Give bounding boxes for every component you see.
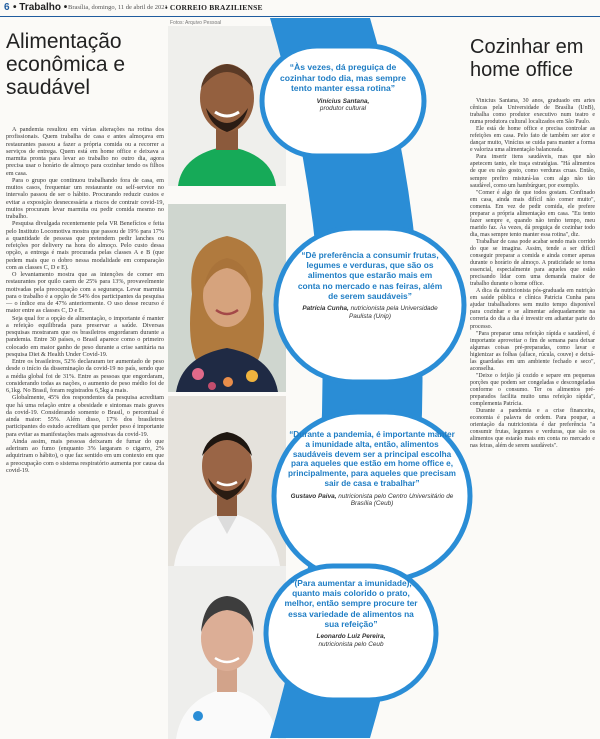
quote-gustavo (288, 430, 456, 508)
photo-credit: Fotos: Arquivo Pessoal (170, 20, 222, 26)
paragraph: "Deixe o feijão já cozido e separe em pequenas porções que podem ser congeladas e descongeladas conforme o consumo. Ter os alimentos pré-preparados facilita muito uma refeição rápida", complementa Patrícia. (470, 372, 595, 408)
paragraph: Entre os brasileiros, 52% declararam ter aumentado de peso desde o início da disseminação da covid-19 no país, sendo que a média global foi de 31%. Entre as pessoas que engordaram, considerando todas as nações, o aumento de peso médio foi de 6,1kg. No Brasil, foram registrados 6,5kg a mais. (6, 358, 164, 394)
paragraph: Pesquisa divulgada recentemente pela VR Benefícios e feita pelo Instituto Locomotiva mostra que passou de 19% para 17% a quantidade de pessoas que pretendem pedir lanches ou refeições por delivery na hora do almoço. Pelo custo dessa opção, a entrega é mais procurada pelas classes A e B (que pedem mais que o dobro nessa modalidade em comparação com as classes C, D e E). (6, 220, 164, 271)
left-headline-line: Alimentação (6, 30, 122, 53)
paragraph: Durante a pandemia e a crise financeira, economia é palavra de ordem. Para poupar, a orientação da nutricionista é dar preferência "a consumir frutas, legumes e verduras, que são os alimentos que estarão mais em conta no mercado e nas feiras, além de serem saudáveis". (470, 408, 595, 450)
paragraph: Trabalhar de casa pode acabar sendo mais corrido do que se imagina. Assim, tende a ser difícil conseguir preparar a comida e ainda comer apenas durante o horário de almoço. A praticidade se torna essencial, especialmente para aqueles que estão precisando lidar com uma demanda maior de trabalho durante o home office. (470, 238, 595, 288)
quote-text: “(Para aumentar a imunidade), quanto mais colorido o prato, melhor, então sempre procure ter essa variedade de alimentos na sua refeição” (284, 578, 418, 629)
right-article-body (470, 98, 595, 736)
quote-author: Patrícia Cunha, (302, 305, 349, 313)
left-article-body (6, 126, 164, 736)
quote-patricia (296, 250, 444, 320)
publication-date: Brasília, domingo, 11 de abril de 2021 (68, 4, 168, 11)
quote-role: nutricionista pelo Ceub (318, 640, 384, 648)
paragraph: Vinícius Santana, 30 anos, graduado em artes cênicas pela Universidade de Brasília (UnB), trabalha como produtor executivo num teatro e numa produtora cultural localizados em São Paulo. (470, 98, 595, 126)
quote-attribution (282, 633, 420, 648)
paragraph: O levantamento mostra que as intenções de comer em restaurantes por quilo caem de 25% para 13%, provavelmente motivadas pela preocupação com a segurança. Levar marmita para o trabalho é a opção de 54% dos participantes da pesquisa — o índice era de 47% anteriormente. O uso desse recurso é maior entre as classes C, D e E. (6, 271, 164, 315)
quote-attribution (275, 98, 411, 113)
quote-author: Gustavo Paiva, (290, 492, 337, 500)
quote-author: Leonardo Luiz Pereira, (316, 633, 386, 641)
quote-attribution (288, 493, 456, 508)
paragraph: Ainda assim, mais pessoas deixaram de fumar do que aderiram ao fumo (enquanto 3% largaram o cigarro, 2% adquiriram o hábito), o que faz sentido em um contexto em que a preocupação com o sistema respiratório aumenta por causa da covid-19. (6, 437, 164, 474)
right-headline-line: Cozinhar em (470, 36, 584, 58)
quote-role: nutricionista pelo Centro Universitário de Brasília (Ceub) (338, 492, 454, 508)
paragraph: Para inserir itens saudáveis, mas que não apetecem tanto, ele traça estratégias. "Há alimentos de que eu não gosto, como verduras cruas. Então, sempre prefiro misturá-las com algo não tão saudável, como um hambúrguer, por exemplo. (470, 154, 595, 189)
paragraph: A dica da nutricionista pós-graduada em nutrição em saúde pública e clínica Patrícia Cunha para ajudar trabalhadores sem muito tempo disponível para cozinhar e se alimentar adequadamente na correria do dia a dia é investir em adiantar parte do processo. (470, 288, 595, 330)
quote-vinicius (275, 62, 411, 113)
quote-text: “Durante a pandemia, é importante manter a imunidade alta, então, alimentos saudáveis devem ser a principal escolha para aqueles que estão em home office e, principalmente, para aqueles que precisam sair de casa e trabalhar” (288, 430, 456, 488)
paragraph: A pandemia resultou em várias alterações na rotina dos profissionais. Quem trabalha de casa e antes almoçava em restaurantes passou a fazer a própria comida ou a recorrer a serviços de entrega. Quem está em home office e deixava a marmita pronta para levar ao trabalho no outro dia, agora precisa usar o horário de almoço para cozinhar tendo os filhos em casa. (6, 126, 164, 177)
page-header (0, 0, 600, 17)
paragraph: Seja qual for a opção de alimentação, o importante é manter a refeição equilibrada para preservar a saúde. Diversas pesquisas mostraram que os brasileiros engordaram durante a pandemia. Entre 30 países, o Brasil aparece como o primeiro colocado em maior ganho de peso durante a crise sanitária na pesquisa Diet & Health Under Covid-19. (6, 314, 164, 358)
left-headline-line: saudável (6, 76, 91, 99)
quote-text: “Às vezes, dá preguiça de cozinhar todo dia, mas sempre tento manter essa rotina” (279, 62, 407, 93)
quote-leonardo (282, 578, 420, 648)
paragraph: "Comer é algo de que todos gostam. Confinado em casa, ainda mais difícil não comer muito", comenta. Em vez de pedir comida, ele prefere preparar a própria alimentação em casa. "Eu tento fazer sempre e, quando não tenho tempo, meu marido faz. Às vezes, dá preguiça de cozinhar todo dia, mas sempre tento manter essa rotina", diz. (470, 189, 595, 238)
paragraph: "Para preparar uma refeição rápida e saudável, é importante aproveitar o fim de semana para deixar algumas coisas pré-preparadas, como lavar e higienizar as folhas (alface, rúcula, couve) e deixá-las guardadas em um ambiente fechado e seco", aconselha. (470, 330, 595, 372)
right-headline (470, 36, 598, 82)
section-label: • Trabalho • (13, 2, 68, 13)
left-headline-line: econômica e (6, 53, 126, 76)
publication-name: • CORREIO BRAZILIENSE (165, 3, 263, 12)
quote-role: produtor cultural (319, 105, 367, 112)
paragraph: Ele está de home office e precisa controlar as refeições em casa. Pelo fato de também ser ator e dançar muito, Vinícius se cuida para manter a forma e valoriza uma alimentação balanceada. (470, 126, 595, 154)
paragraph: Globalmente, 45% dos respondentes da pesquisa acreditam que há uma relação entre a obesidade e sintomas mais graves da covid-19. Considerando somente o Brasil, o percentual é ainda maior: 55%. Além disso, 17% dos brasileiros participantes do estudo acreditam que perder peso é importante para evitar as manifestações mais agressivas da covid-19. (6, 394, 164, 438)
left-headline (6, 30, 166, 99)
quote-role: nutricionista pela Universidade Paulista (Unip) (349, 305, 438, 320)
paragraph: Para o grupo que continuou trabalhando fora de casa, em muitos casos, frequentar um restaurante ou self-service no intervalo passou de ser o hábito. Procurando reduzir custos e evitar a exposição desnecessária a riscos de contrair covid-19, muitos procuram levar marmita ou pedir comida mesmo no trabalho. (6, 176, 164, 220)
right-headline-line: home office (470, 59, 574, 81)
quote-author: Vinícius Santana, (316, 97, 370, 105)
quote-attribution (296, 305, 444, 320)
page-number: 6 (4, 2, 10, 13)
quote-text: “Dê preferência a consumir frutas, legumes e verduras, que são os alimentos que estarão mais em conta no mercado e nas feiras, além de serem saudáveis” (297, 250, 443, 301)
